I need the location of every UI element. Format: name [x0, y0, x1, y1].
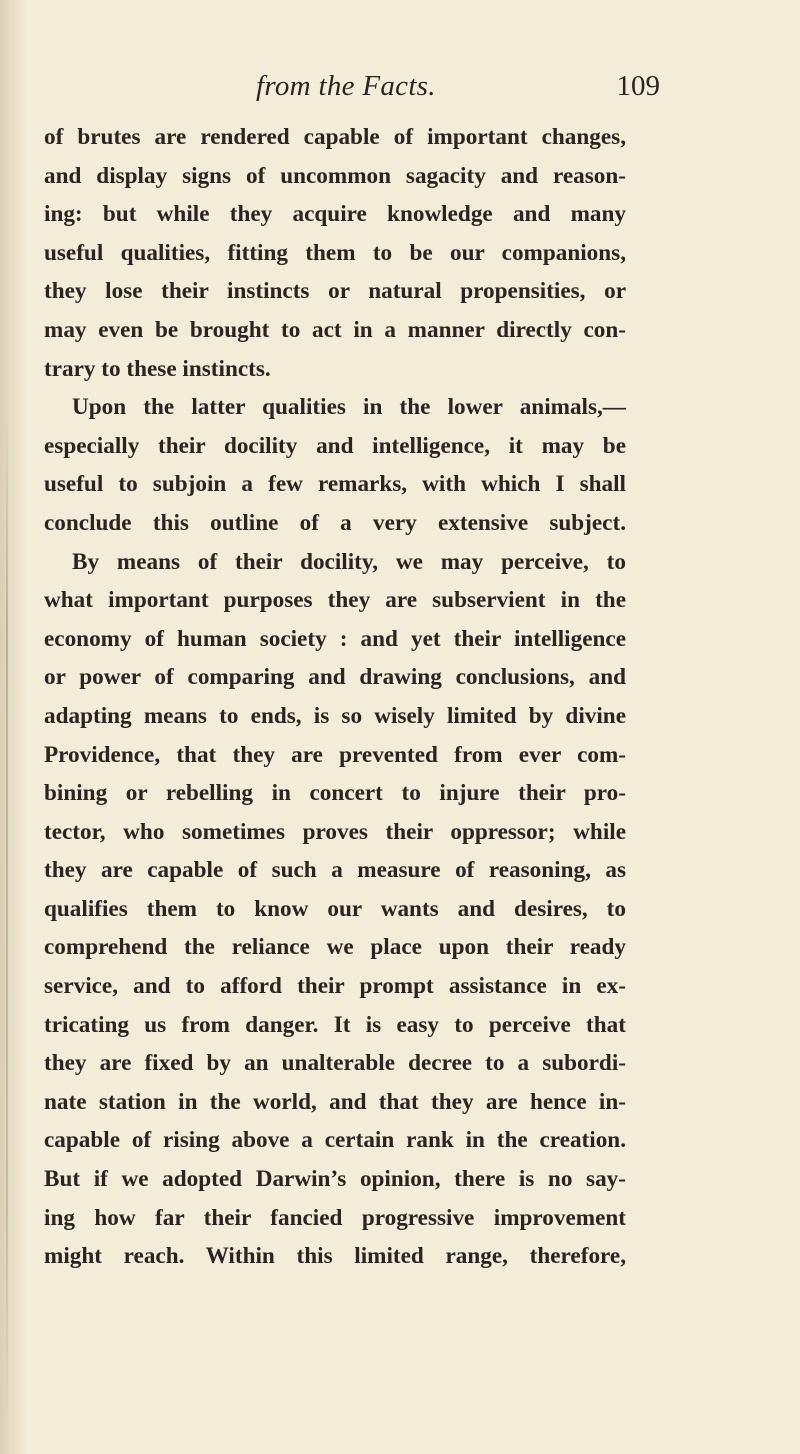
text-line: they are capable of such a measure of reasoning, as [44, 857, 626, 884]
text-line: may even be brought to act in a manner directly con- [44, 316, 626, 343]
page-edge-shadow [0, 0, 28, 1454]
text-line: or power of comparing and drawing conclusions, and [44, 664, 626, 691]
text-line: trary to these instincts. [44, 355, 271, 382]
page-number: 109 [616, 70, 660, 102]
text-line: and display signs of uncommon sagacity and reason- [44, 162, 626, 189]
running-head [256, 70, 660, 114]
text-line: ing how far their fancied progressive improvement [44, 1204, 626, 1231]
text-line: service, and to afford their prompt assistance in ex- [44, 973, 626, 1000]
text-line: comprehend the reliance we place upon their ready [44, 934, 626, 961]
text-line: ing: but while they acquire knowledge and many [44, 201, 626, 228]
text-line: qualifies them to know our wants and desires, to [44, 895, 626, 922]
text-line: useful qualities, fitting them to be our companions, [44, 239, 626, 266]
text-line: might reach. Within this limited range, therefore, [44, 1243, 626, 1270]
text-line: bining or rebelling in concert to injure their pro- [44, 780, 626, 807]
text-line: Providence, that they are prevented from ever com- [44, 741, 626, 768]
body-text [44, 118, 626, 1276]
text-line: useful to subjoin a few remarks, with which I shall [44, 471, 626, 498]
text-line: what important purposes they are subservient in the [44, 587, 626, 614]
text-line: But if we adopted Darwin’s opinion, there is no say- [44, 1166, 626, 1193]
running-head-title: from the Facts. [256, 70, 436, 102]
text-line: capable of rising above a certain rank in the creation. [44, 1127, 626, 1154]
text-line: of brutes are rendered capable of important changes, [44, 124, 626, 150]
text-line: adapting means to ends, is so wisely limited by divine [44, 702, 626, 729]
text-line: nate station in the world, and that they are hence in- [44, 1088, 626, 1115]
text-line: conclude this outline of a very extensive subject. [44, 509, 626, 536]
text-line: By means of their docility, we may perceive, to [72, 548, 626, 575]
text-line: tector, who sometimes proves their oppressor; while [44, 818, 626, 845]
text-line: they are fixed by an unalterable decree to a subordi- [44, 1050, 626, 1077]
text-line: especially their docility and intelligence, it may be [44, 432, 626, 459]
text-line: Upon the latter qualities in the lower animals,— [72, 394, 626, 421]
text-line: economy of human society : and yet their intelligence [44, 625, 626, 652]
text-line: tricating us from danger. It is easy to perceive that [44, 1011, 626, 1038]
binding-edge [6, 420, 8, 1420]
text-line: they lose their instincts or natural propensities, or [44, 278, 626, 305]
